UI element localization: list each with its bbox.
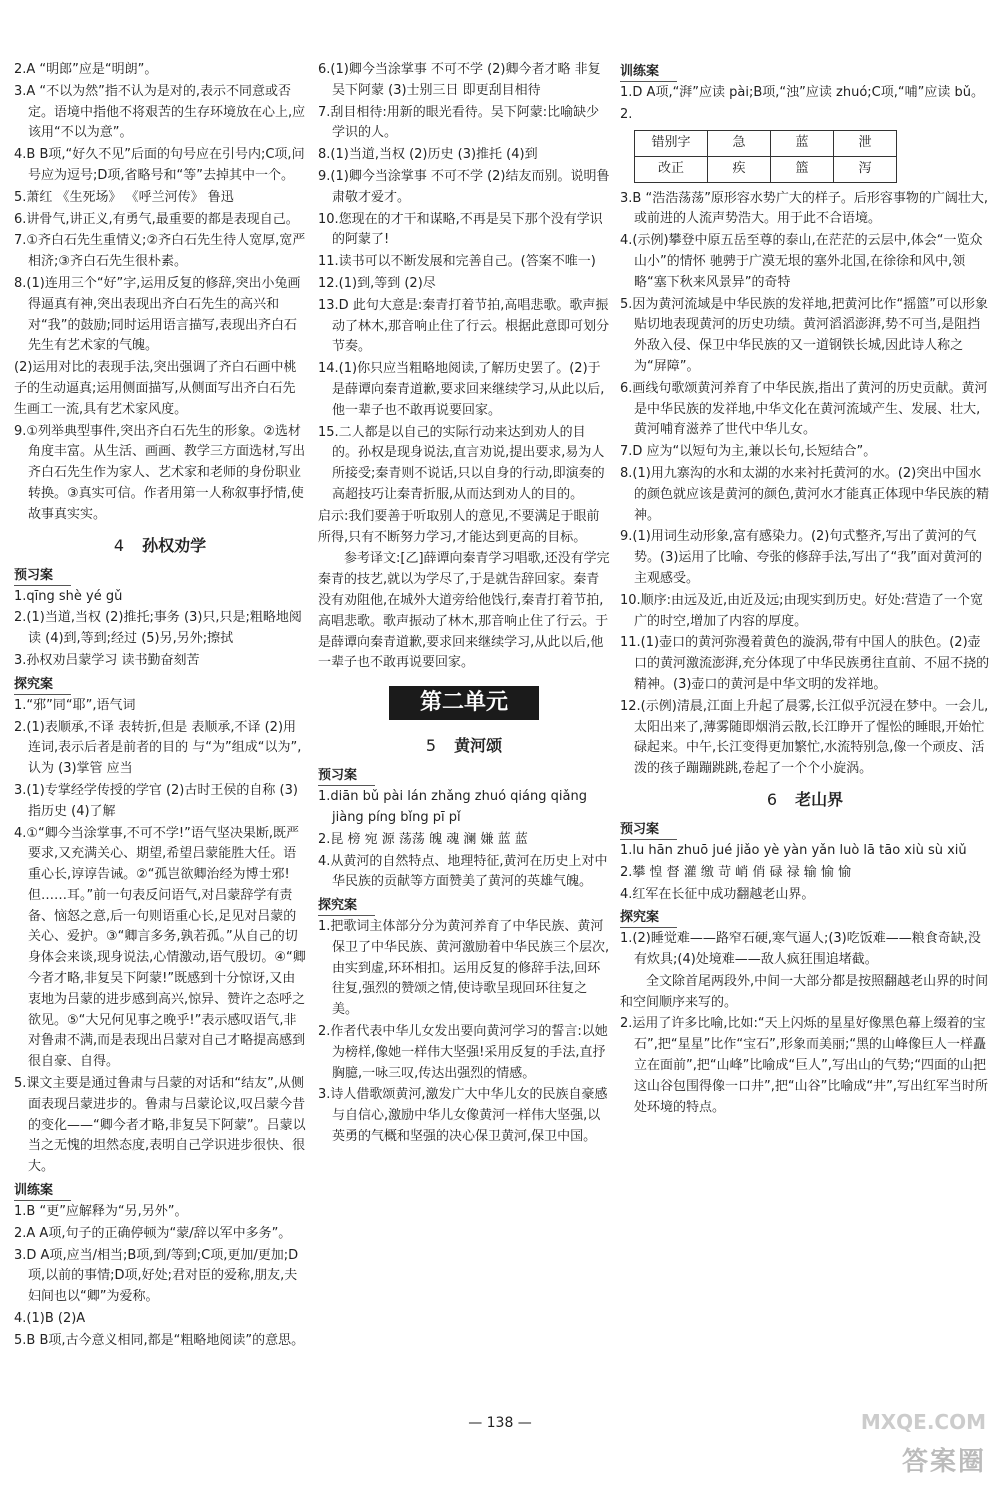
answer-item: 全文除首尾两段外,中间一大部分都是按照翻越老山界的时间和空间顺序来写的。 [620, 973, 989, 1010]
answer-item: 9.(1)卿今当涂掌事 不可不学 (2)结友而别。说明鲁肃敬才爱才。 [318, 168, 610, 205]
lesson-name: 孙权劝学 [142, 535, 207, 555]
answer-item: 2.作者代表中华儿女发出要向黄河学习的誓言:以她为榜样,像她一样伟大坚强!采用反复的手法,直抒胸臆,一咏三叹,传达出强烈的情感。 [318, 1024, 608, 1081]
answer-item: 11.(1)壶口的黄河弥漫着黄色的漩涡,带有中国人的肤色。(2)壶口的黄河激流澎湃,充分体现了中华民族勇往直前、不屈不挠的精神。(3)壶口的黄河是中华文明的发祥地。 [620, 635, 990, 692]
answer-item: 6.画线句歌颂黄河养育了中华民族,指出了黄河的历史贡献。黄河是中华民族的发祥地,中华文化在黄河流域产生、发展、壮大,黄河哺育滋养了世代中华儿女。 [620, 380, 988, 438]
answer-item: 3.(1)专掌经学传授的学官 (2)古时王侯的自称 (3)指历史 (4)了解 [14, 782, 298, 819]
answer-item: 2.A A项,句子的正确停顿为“蒙/辞以军中多务”。 [14, 1225, 292, 1241]
answer-item: 14.(1)你只应当粗略地阅读,了解历史罢了。(2)于是薛谭向秦青道歉,要求回来继续学习,从此以后,他一辈子也不敢再说要回家。 [318, 361, 605, 418]
table-cell: 蓝 [771, 130, 834, 156]
answer-item: 8.(1)连用三个“好”字,运用反复的修辞,突出小兔画得逼真有神,突出表现出齐白石先生的高兴和对“我”的鼓励;同时运用语言描写,表现出齐白石先生有艺术家的气魄。 [14, 275, 301, 354]
answer-item: 10.您现在的才干和谋略,不再是吴下那个没有学识的阿蒙了! [318, 211, 603, 248]
section-label: 训练案 [620, 63, 677, 82]
lesson-title [620, 788, 990, 812]
lesson-name: 黄河颂 [454, 736, 503, 756]
lesson-title [14, 534, 306, 558]
section-label: 探究案 [318, 897, 375, 916]
answer-item: 4.B B项,“好久不见”后面的句号应在引号内;C项,问号应为逗号;D项,省略号和“等”去掉其中一个。 [14, 147, 305, 183]
answer-item: 5.课文主要是通过鲁肃与吕蒙的对话和“结友”,从侧面表现吕蒙进步的。鲁肃与吕蒙论议,叹吕蒙今昔的变化——“卿今者才略,非复吴下阿蒙”。吕蒙以当之无愧的坦然态度,表明自己学识进步很快、很大。 [14, 1076, 306, 1175]
table-row [635, 156, 897, 182]
section-label: 探究案 [620, 909, 677, 928]
answer-item: 2.运用了许多比喻,比如:“天上闪烁的星星好像黑色幕上缀着的宝石”,把“星星”比作“宝石”,形象而美丽;“黑的山峰像巨人一样矗立在面前”,把“山峰”比喻成“巨人”,写出山的气势;“四面的山把这山谷包围得像一口井”,把“山谷”比喻成“井”,写出红军当时所处环境的特点。 [620, 1016, 988, 1115]
column-left [14, 60, 306, 1353]
answer-item: 4.红军在长征中成功翻越老山界。 [620, 886, 815, 902]
section-label: 训练案 [14, 1182, 71, 1201]
answer-item: 1.D A项,“湃”应读 pài;B项,“浊”应读 zhuó;C项,“哺”应读 bǔ。 [620, 85, 984, 100]
answer-item: 9.(1)用词生动形象,富有感染力。(2)句式整齐,写出了黄河的气势。(3)运用了比喻、夸张的修辞手法,写出了“我”面对黄河的主观感受。 [620, 529, 983, 586]
answer-item: 3.A “不以为然”指不认为是对的,表示不同意或否定。语境中指他不将艰苦的生存环境放在心上,应该用“不以为意”。 [14, 83, 306, 141]
answer-item: 2.(1)当道,当权 (2)推托;事务 (3)只,只是;粗略地阅读 (4)到,等到;经过 (5)另,另外;擦拭 [14, 610, 302, 647]
answer-item: 1.qīng shè yé gǔ [14, 588, 123, 604]
answer-item: 12.(示例)清晨,江面上升起了晨雾,长江似乎沉浸在梦中。一会儿,太阳出来了,薄雾随即烟消云散,长江睁开了惺忪的睡眼,开始忙碌起来。中午,长江变得更加繁忙,水流特别急,像一个顽皮、活泼的孩子蹦蹦跳跳,卷起了一个个小旋涡。 [620, 698, 989, 777]
answer-item: 8.(1)用九寨沟的水和太湖的水来衬托黄河的水。(2)突出中国水的颜色就应该是黄河的颜色,黄河水才能真正体现中华民族的精神。 [620, 465, 990, 523]
answer-item: 10.顺序:由远及近,由近及远;由现实到历史。好处:营造了一个宽广的时空,增加了内容的厚度。 [620, 592, 983, 629]
watermark-url: MXQE.COM [860, 1410, 986, 1434]
table-cell: 篮 [771, 156, 834, 182]
answer-item: 3.诗人借歌颂黄河,激发广大中华儿女的民族自豪感与自信心,激励中华儿女像黄河一样伟大坚强,以英勇的气概和坚强的决心保卫黄河,保卫中国。 [318, 1087, 608, 1145]
answer-item: 3.D A项,应当/相当;B项,到/等到;C项,更加/更加;D项,以前的事情;D项,好处;君对臣的爱称,朋友,夫妇间也以“卿”为爱称。 [14, 1247, 299, 1305]
table-cell: 改正 [635, 156, 708, 182]
answer-item: 2.(1)表顺承,不译 表转折,但是 表顺承,不译 (2)用 连词,表示后者是前者的目的 与“为”组成“以为”,认为 (3)掌管 应当 [14, 719, 302, 777]
answer-item: 1.“邪”同“耶”,语气词 [14, 697, 136, 713]
answer-item: 5.因为黄河流域是中华民族的发祥地,把黄河比作“摇篮”可以形象贴切地表现黄河的历史功绩。黄河滔滔澎湃,势不可当,是阻挡外敌入侵、保卫中华民族的又一道钢铁长城,因此诗人称之为“屏障”。 [620, 296, 989, 374]
answer-item: 1.把歌词主体部分分为黄河养育了中华民族、黄河保卫了中华民族、黄河激励着中华民族三个层次,由实到虚,环环相扣。运用反复的修辞手法,回环往复,强烈的赞颂之情,使诗歌呈现回环往复之美。 [318, 919, 610, 1018]
correction-table [634, 130, 897, 183]
lesson-title [318, 734, 610, 758]
table-cell: 错别字 [635, 130, 708, 156]
lesson-number: 5 [425, 736, 437, 756]
answer-item: 1.lu hān zhuō jué jiǎo yè yàn yǎn luò lā tāo xiù sù xiǔ [620, 842, 967, 858]
column-middle [318, 60, 610, 1149]
section-label: 探究案 [14, 676, 71, 695]
lesson-number: 4 [113, 535, 125, 555]
answer-item: 4.(1)B (2)A [14, 1311, 86, 1327]
answer-item: 7.刮目相待:用新的眼光看待。吴下阿蒙:比喻缺少学识的人。 [318, 104, 600, 141]
answer-item: 4.①“卿今当涂掌事,不可不学!”语气坚决果断,既严要求,又充满关心、期望,希望吕蒙能胜大任。语重心长,谆谆告诫。②“孤岂欲卿治经为博士邪!但……耳。”前一句表反问语气,对吕蒙辞学有责备、恼怒之意,后一句则语重心长,足见对吕蒙的关心、爱护。③“卿言多务,孰若孤。”从自己的切身体会来谈,现身说法,心情激动,语气殷切。④“卿今者才略,非复吴下阿蒙!”既感到十分惊讶,又由衷地为吕蒙的进步感到高兴,惊异、赞许之态呼之欲见。⑤“大兄何见事之晚乎!”表示感叹语气,非对鲁肃不满,而是表现出吕蒙对自己才略提高感到很自豪、自得。 [14, 825, 306, 1070]
answer-item: 1.(2)睡觉难——路窄石硬,寒气逼人;(3)吃饭难——粮食奇缺,没有炊具;(4)处境难——敌人疯狂围追堵截。 [620, 931, 981, 968]
lesson-name: 老山界 [795, 789, 844, 809]
answer-item: 4.(示例)攀登中原五岳至尊的泰山,在茫茫的云层中,体会“一览众山小”的情怀 驰骋于广漠无垠的塞外北国,在徐徐和风中,领略“塞下秋来风景异”的奇特 [620, 233, 983, 290]
answer-item: 13.D 此句大意是:秦青打着节拍,高唱悲歌。歌声振动了林木,那音响止住了行云。根据此意即可划分节奏。 [318, 297, 610, 355]
section-label: 预习案 [620, 821, 677, 840]
answer-item: 8.(1)当道,当权 (2)历史 (3)推托 (4)到 [318, 147, 538, 163]
table-cell: 泻 [834, 156, 897, 182]
watermark [826, 1408, 986, 1478]
answer-item: 7.①齐白石先生重情义;②齐白石先生待人宽厚,宽严相济;③齐白石先生很朴素。 [14, 233, 306, 270]
answer-item: 4.从黄河的自然特点、地理特征,黄河在历史上对中华民族的贡献等方面赞美了黄河的英雄气魄。 [318, 853, 608, 890]
answer-item: 9.①列举典型事件,突出齐白石先生的形象。②选材角度丰富。从生活、画画、教学三方面选材,写出齐白石先生作为家人、艺术家和老师的身份职业转换。③真实可信。作者用第一人称叙事抒情,使故事真实实。 [14, 423, 306, 522]
table-row [635, 130, 897, 156]
lesson-number: 6 [766, 789, 778, 809]
answer-item: 1.diān bǔ pài lán zhǎng zhuó qiáng qiǎng jiàng píng bǐng pī pǐ [318, 789, 592, 825]
unit-banner: 第二单元 [389, 686, 539, 720]
answer-item: 6.(1)卿今当涂掌事 不可不学 (2)卿今者才略 非复吴下阿蒙 (3)士别三日 即更刮目相待 [318, 62, 601, 98]
answer-item: 15.二人都是以自己的实际行动来达到劝人的目的。孙权是现身说法,直言劝说,提出要求,易为人所接受;秦青则不说话,只以自身的行动,即演奏的高超技巧让秦青折服,从而达到劝人的目的。 [318, 424, 605, 502]
answer-item: 2.A “明郎”应是“明朗”。 [14, 62, 158, 77]
column-right [620, 60, 990, 1119]
answer-item: 5.萧红 《生死场》 《呼兰河传》 鲁迅 [14, 189, 234, 205]
answer-item: 12.(1)到,等到 (2)尽 [318, 275, 436, 291]
page-number: — 138 — [468, 1415, 532, 1431]
section-label: 预习案 [318, 767, 375, 786]
watermark-logo-text: 答案圈 [901, 1447, 986, 1477]
answer-item: 3.B “浩浩荡荡”原形容水势广大的样子。后形容事物的广阔壮大,或前进的人流声势浩大。用于此不合语境。 [620, 190, 989, 227]
answer-item: 11.读书可以不断发展和完善自己。(答案不唯一) [318, 254, 596, 270]
answer-item: 2.攀 惶 督 灌 缴 苛 峭 俏 碌 禄 输 愉 愉 [620, 864, 851, 880]
answer-item: 5.B B项,古今意义相同,都是“粗略地阅读”的意思。 [14, 1332, 305, 1348]
answer-item: 1.B “更”应解释为“另,另外”。 [14, 1204, 188, 1220]
answer-item: 3.孙权劝吕蒙学习 读书勤奋刻苦 [14, 652, 200, 668]
table-cell: 急 [708, 130, 771, 156]
table-cell: 疾 [708, 156, 771, 182]
answer-item: 2. [620, 106, 633, 122]
answer-item: 7.D 应为“以短句为主,兼以长句,长短结合”。 [620, 444, 877, 460]
table-cell: 泄 [834, 130, 897, 156]
answer-item: (2)运用对比的表现手法,突出强调了齐白石画中桃子的生动逼真;运用侧面描写,从侧面写出齐白石先生画工一流,具有艺术家风度。 [14, 360, 297, 417]
answer-item: 参考译文:[乙]薛谭向秦青学习唱歌,还没有学完秦青的技艺,就以为学尽了,于是就告辞回家。秦青没有劝阻他,在城外大道旁给他饯行,秦青打着节拍,高唱悲歌。歌声振动了林木,那音响止住了行云。于是薛谭向秦青道歉,要求回来继续学习,从此以后,他一辈子也不敢再说要回家。 [318, 551, 610, 671]
section-label: 预习案 [14, 567, 71, 586]
answer-item: 6.讲骨气,讲正义,有勇气,最重要的都是表现自己。 [14, 211, 299, 227]
answer-item: 2.昆 榜 宛 源 荡荡 魄 魂 澜 嫌 蓝 蓝 [318, 831, 528, 847]
answer-item: 启示:我们要善于听取别人的意见,不要满足于眼前所得,只有不断努力学习,才能达到更高的目标。 [318, 508, 600, 545]
